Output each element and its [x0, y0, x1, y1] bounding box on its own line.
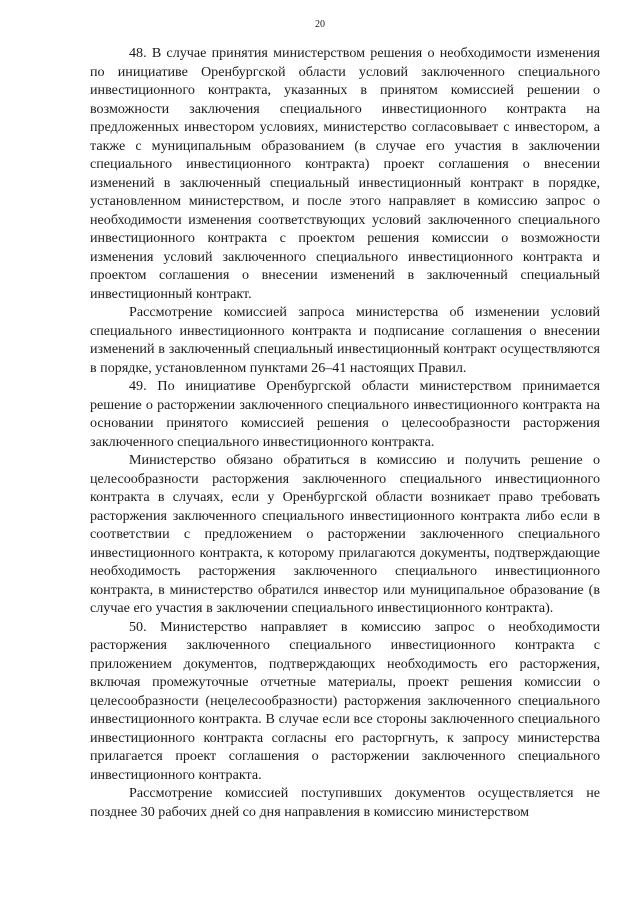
document-body: [90, 44, 600, 821]
paragraph-48: 48. В случае принятия министерством решения о необходимости изменения по инициативе Оренбургской области условий заключенного специального инвестиционного контракта, указанных в принятом комиссией решении о возможности заключения специального инвестиционного контракта на предложенных инвестором условиях, министерство согласовывает с инвестором, а также с муниципальным образованием (в случае его участия в заключении специального инвестиционного контракта) проект соглашения о внесении изменений в заключенный специальный инвестиционный контракт в порядке, установленном министерством, и после этого направляет в комиссию запрос о необходимости изменения соответствующих условий заключенного специального инвестиционного контракта с проектом решения комиссии о возможности изменения условий заключенного специального инвестиционного контракта и проектом соглашения о внесении изменений в заключенный специальный инвестиционный контракт.: [90, 45, 600, 302]
paragraph-49-obligation: Министерство обязано обратиться в комиссию и получить решение о целесообразности расторжения заключенного специального инвестиционного контракта в случаях, если у Оренбургской области возникает право требовать расторжения заключенного специального инвестиционного контракта либо если в соответствии с предложением о расторжении заключенного специального инвестиционного контракта, к которому прилагаются документы, подтверждающие необходимость расторжения заключенного специального инвестиционного контракта, в министерство обратился инвестор или муниципальное образование (в случае его участия в заключении специального инвестиционного контракта).: [90, 452, 600, 616]
page-number: 20: [315, 19, 325, 30]
paragraph-48-review: Рассмотрение комиссией запроса министерства об изменении условий специального инвестиционного контракта и подписание соглашения о внесении изменений в заключенный специальный инвестиционный контракт осуществляются в порядке, установленном пунктами 26–41 настоящих Правил.: [90, 304, 600, 376]
paragraph-50-review: Рассмотрение комиссией поступивших документов осуществляется не позднее 30 рабочих дней со дня направления в комиссию министерством: [90, 785, 600, 820]
paragraph-50: 50. Министерство направляет в комиссию запрос о необходимости расторжения заключенного специального инвестиционного контракта с приложением документов, подтверждающих необходимость его расторжения, включая промежуточные отчетные материалы, проект решения комиссии о целесообразности (нецелесообразности) расторжения заключенного специального инвестиционного контракта. В случае если все стороны заключенного специального инвестиционного контракта согласны его расторгнуть, к запросу министерства прилагается проект соглашения о расторжении заключенного специального инвестиционного контракта.: [90, 618, 600, 783]
paragraph-49: 49. По инициативе Оренбургской области министерством принимается решение о расторжении заключенного специального инвестиционного контракта на основании принятого комиссией решения о целесообразности расторжения заключенного специального инвестиционного контракта.: [90, 378, 600, 450]
